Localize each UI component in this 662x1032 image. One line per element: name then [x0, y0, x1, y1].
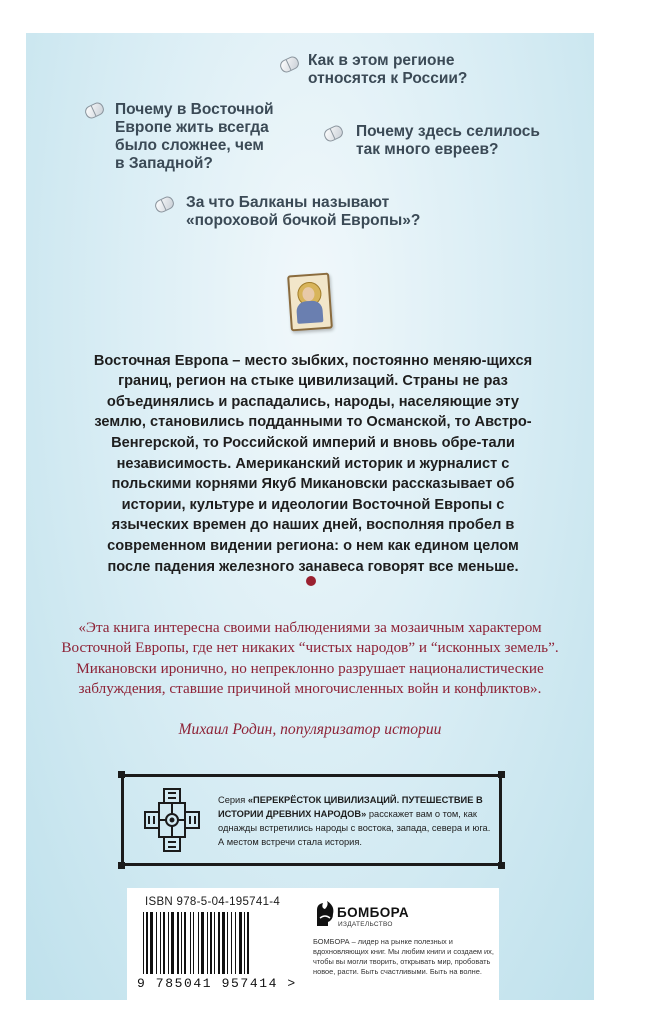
pill-icon — [322, 124, 345, 144]
pill-icon — [83, 101, 106, 121]
series-box — [121, 774, 502, 866]
question-east-europe: Почему в Восточной Европе жить всегда было сложнее, чем в Западной? — [115, 101, 274, 172]
separator-dot — [306, 576, 316, 586]
isbn: ISBN 978-5-04-195741-4 — [145, 896, 281, 908]
publisher-name: БОМБОРА — [337, 905, 410, 920]
publisher-subtitle: ИЗДАТЕЛЬСТВО — [338, 921, 393, 928]
book-description: Восточная Европа – место зыбких, постоянно меняю-щихся границ, регион на стыке цивилизаций. Страны не раз объединялись и распадались, народы, населяющие эту землю, становились подданными то Османской, то Австро-Венгерской, то Российской империй и вновь обре-тали независимость. Американский историк и журналист с польскими корнями Якуб Микановски рассказывает об истории, культуре и идеологии Восточной Европы с языческих времен до наших дней, восполняя пробел в современном видении региона: о нем как едином целом после падения железного занавеса говорят все меньше. — [93, 352, 533, 575]
quote-author: Михаил Родин, популяризатор истории — [178, 721, 442, 738]
orthodox-icon-image — [287, 273, 333, 332]
question-russia: Как в этом регионе относятся к России? — [308, 52, 468, 87]
ean-digits: 9 785041 957414 > — [137, 976, 297, 991]
bombora-logo-icon — [314, 900, 336, 928]
review-quote: «Эта книга интересна своими наблюдениями за мозаичным характером Восточной Европы, где нет никаких “чистых народов” и “исконных земель”. Микановски иронично, но непреклонно разрушает националистические заблуждения, ставшие причиной многочисленных войн и конфликтов». — [61, 619, 559, 698]
book-back-cover — [26, 33, 594, 1000]
barcode-panel — [127, 888, 499, 1000]
crossroads-emblem-icon — [142, 785, 202, 855]
series-description: Серия «ПЕРЕКРЁСТОК ЦИВИЛИЗАЦИЙ. ПУТЕШЕСТВИЕ В ИСТОРИИ ДРЕВНИХ НАРОДОВ» расскажет вам о том, как однажды встретились народы с востока, запада, севера и юга. А местом встречи стала история. — [218, 795, 491, 847]
question-balkans: За что Балканы называют «пороховой бочкой Европы»? — [186, 194, 421, 229]
publisher-about: БОМБОРА – лидер на рынке полезных и вдохновляющих книг. Мы любим книги и создаем их, чтобы вы могли творить, открывать мир, пробовать новое, расти. Быть счастливыми. Быть на волне. — [313, 937, 494, 976]
barcode — [143, 912, 283, 976]
question-jews: Почему здесь селилось так много евреев? — [356, 123, 540, 158]
pill-icon — [153, 195, 176, 215]
pill-icon — [278, 55, 301, 75]
